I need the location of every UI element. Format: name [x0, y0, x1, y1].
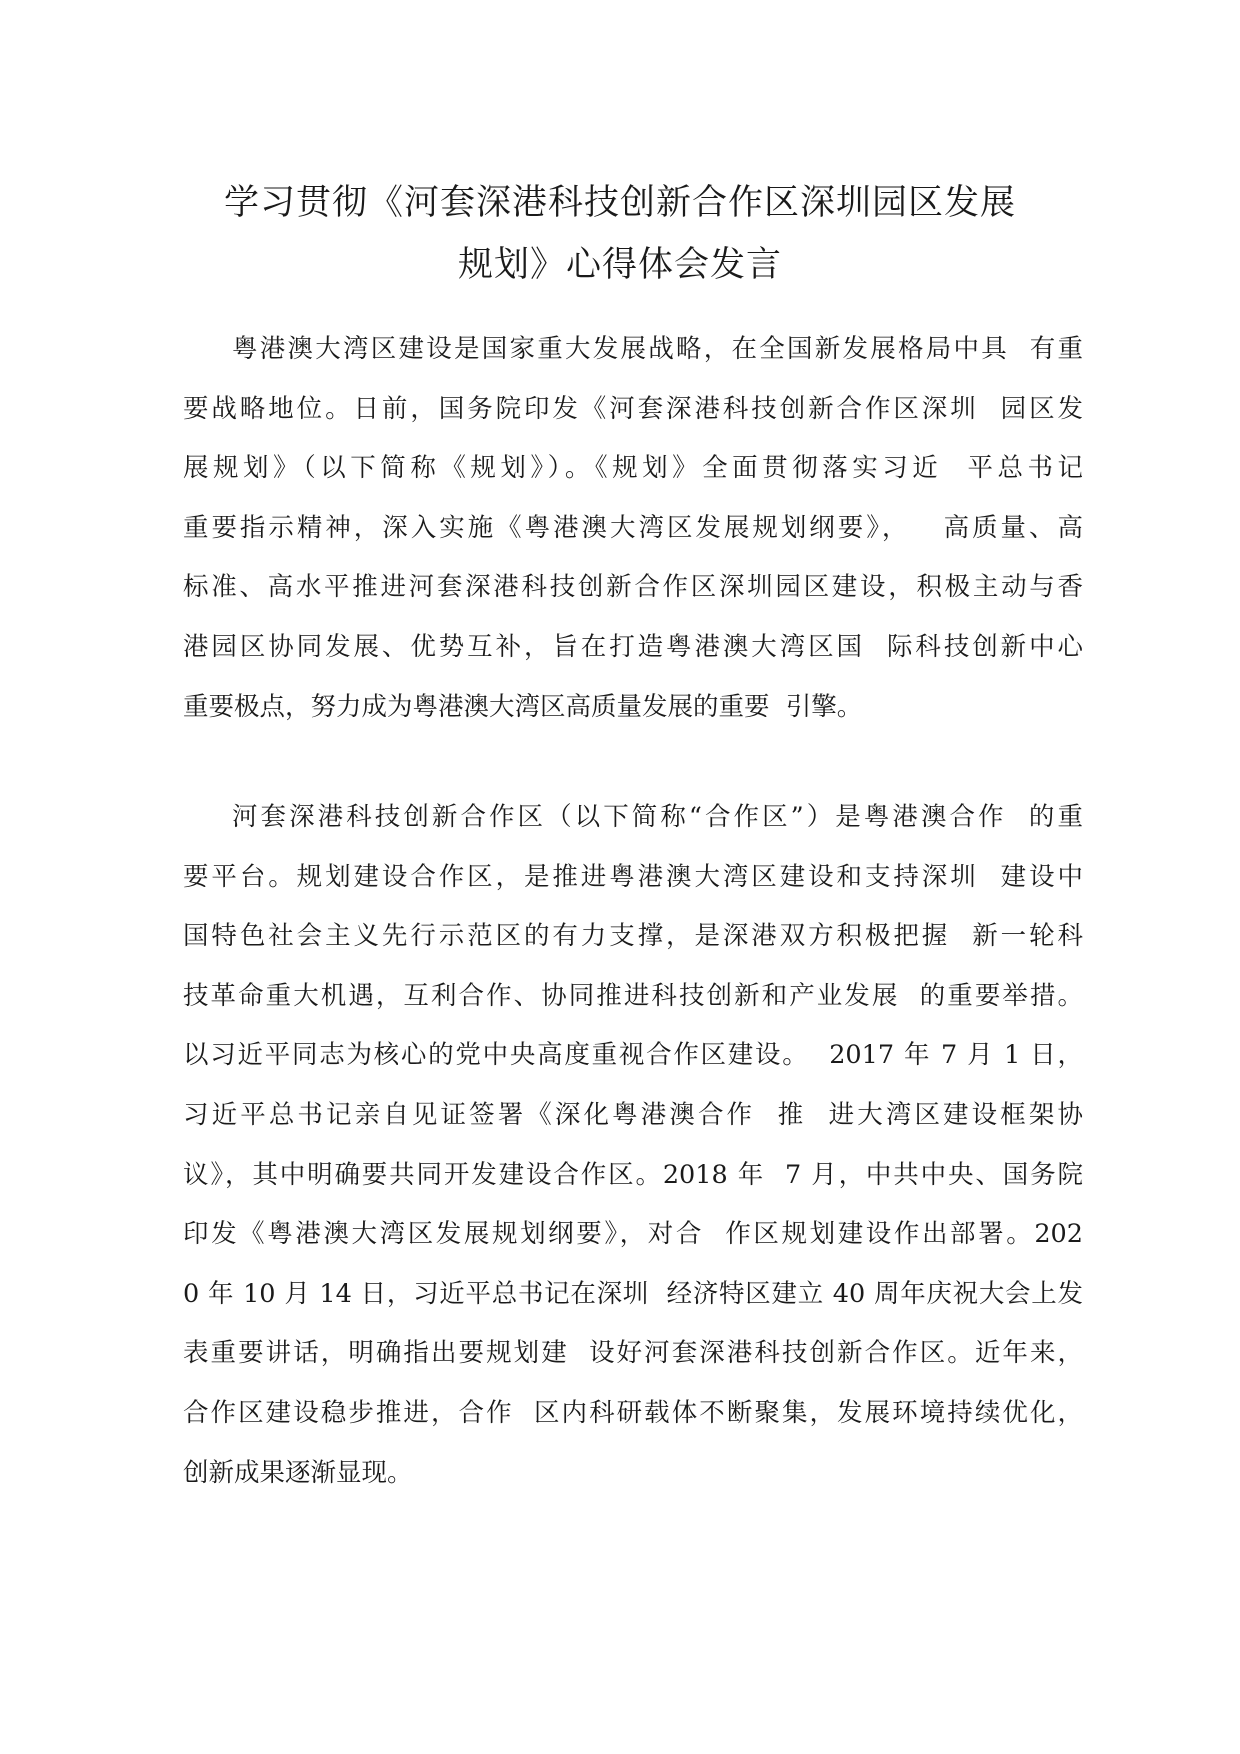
paragraph-line: 标准、高水平推进河套深港科技创新合作区深圳园区建设，积极主动与香 — [183, 572, 1083, 603]
title-line: 规划》心得体会发言 — [457, 245, 782, 285]
paragraph-line: 国特色社会主义先行示范区的有力支撑，是深港双方积极把握 新一轮科 — [183, 921, 1083, 952]
paragraph-line: 重要极点，努力成为粤港澳大湾区高质量发展的重要 引擎。 — [183, 691, 863, 722]
paragraph-line: 港园区协同发展、优势互补，旨在打造粤港澳大湾区国 际科技创新中心 — [183, 631, 1083, 662]
paragraph-line: 要战略地位。日前，国务院印发《河套深港科技创新合作区深圳 园区发 — [183, 393, 1083, 424]
paragraph-line: 粤港澳大湾区建设是国家重大发展战略，在全国新发展格局中具 有重 — [232, 334, 1083, 364]
paragraph-line: 技革命重大机遇，互利合作、协同推进科技创新和产业发展 的重要举措。 — [183, 980, 1083, 1011]
paragraph-line: 重要指示精神，深入实施《粤港澳大湾区发展规划纲要》， 高质量、高 — [183, 512, 1083, 543]
paragraph-2 — [183, 788, 1083, 1503]
paragraph-line: 议》，其中明确要共同开发建设合作区。2018 年 7 月，中共中央、国务院 — [183, 1159, 1083, 1190]
paragraph-1 — [183, 320, 1083, 737]
paragraph-line: 合作区建设稳步推进，合作 区内科研载体不断聚集，发展环境持续优化， — [183, 1397, 1083, 1428]
paragraph-line: 印发《粤港澳大湾区发展规划纲要》，对合 作区规划建设作出部署。202 — [183, 1219, 1083, 1250]
paragraph-line: 以习近平同志为核心的党中央高度重视合作区建设。 2017 年 7 月 1 日， — [183, 1040, 1083, 1071]
paragraph-line: 0 年 10 月 14 日，习近平总书记在深圳 经济特区建立 40 周年庆祝大会上发 — [183, 1278, 1083, 1309]
paragraph-line: 展规划》（以下简称《规划》）。《规划》全面贯彻落实习近 平总书记 — [183, 453, 1083, 484]
document-title — [150, 172, 1090, 296]
paragraph-line: 河套深港科技创新合作区（以下简称“合作区”）是粤港澳合作 的重 — [232, 802, 1083, 832]
paragraph-line: 要平台。规划建设合作区，是推进粤港澳大湾区建设和支持深圳 建设中 — [183, 861, 1083, 892]
paragraph-line: 创新成果逐渐显现。 — [183, 1457, 413, 1488]
paragraph-line: 习近平总书记亲自见证签署《深化粤港澳合作 推 进大湾区建设框架协 — [183, 1099, 1083, 1130]
title-line: 学习贯彻《河套深港科技创新合作区深圳园区发展 — [223, 183, 1016, 223]
paragraph-line: 表重要讲话，明确指出要规划建 设好河套深港科技创新合作区。近年来， — [183, 1338, 1083, 1369]
